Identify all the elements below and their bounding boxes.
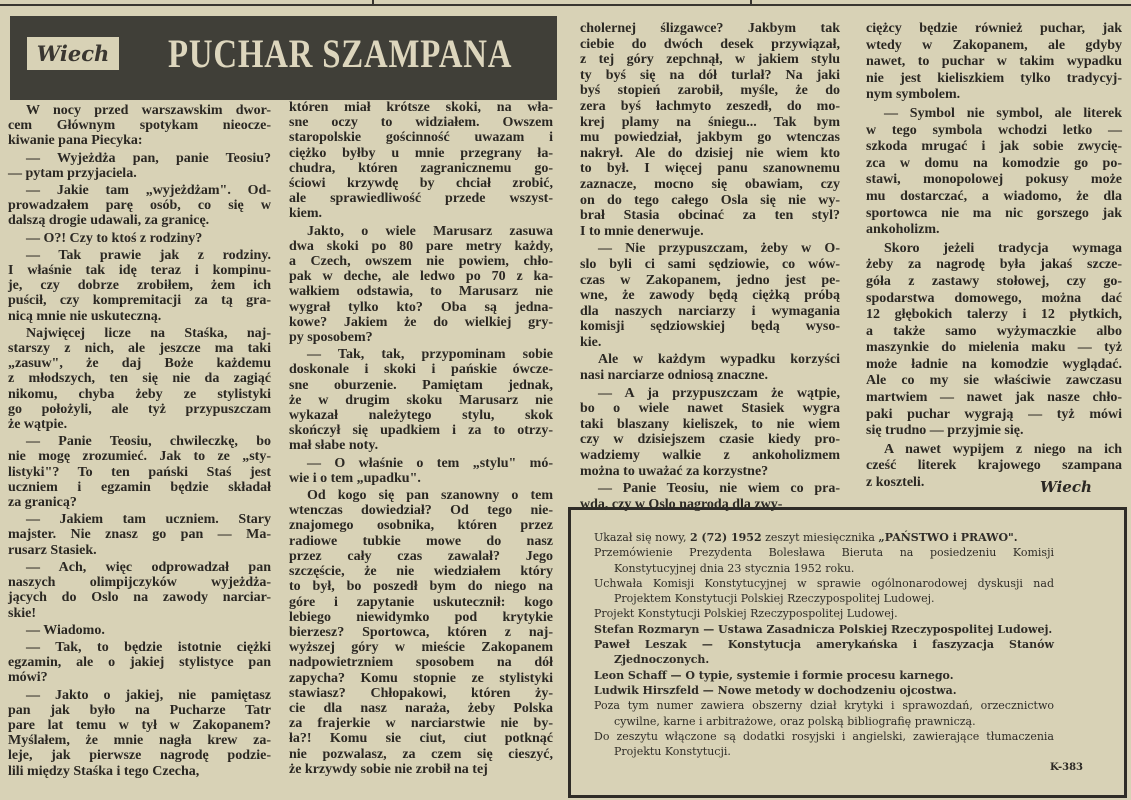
- text-line: — Jakie tam „wyjeżdżam". Od-: [26, 183, 271, 199]
- text-line: a także samo wyżymaczkie albo: [866, 323, 1122, 339]
- text-line: z tej góry zepchnął, w jakiem stylu: [580, 52, 840, 68]
- text-line: to był. I więcej panu szanownemu: [580, 161, 840, 177]
- article-paragraph: [8, 103, 271, 149]
- text-line: rusarz Stasiek.: [8, 542, 97, 558]
- text-line: brał Stasia obcinać za ten styl?: [580, 208, 840, 224]
- text-line: puścił, czy kompremitacji za tą gra-: [8, 293, 271, 309]
- text-line: — Panie Teosiu, nie wiem co pra-: [598, 481, 840, 497]
- article-paragraph: [289, 488, 553, 777]
- text-line: nicą mnie nie uskuteczną.: [8, 308, 162, 324]
- text-line: skie!: [8, 605, 36, 621]
- article-paragraph: [8, 231, 271, 246]
- text-line: prowadzałem parę osób, co się w: [8, 198, 271, 214]
- text-line: chudra, któren zagranicznemu go-: [289, 160, 553, 176]
- advert-code: K-383: [1050, 762, 1083, 773]
- text-line: on do tego całego Osla się nie wy-: [580, 192, 840, 208]
- text-line: cem Głównym spotykam nieocze-: [8, 118, 271, 134]
- text-line: wda, czy w Oslo nagrodą dla zwy-: [580, 496, 783, 512]
- text-line: z koszteli.: [866, 475, 925, 491]
- advert-item: [594, 729, 1054, 760]
- article-column-2: [289, 98, 553, 777]
- text-line: czas w Zakopanem, jedno jest pe-: [580, 272, 840, 288]
- text-line: jących do Oslo na zawody narciar-: [8, 590, 271, 606]
- text-line: szczęście, że nie wiedziałem który: [289, 564, 553, 580]
- text-line: wie i o tem „upadku".: [289, 470, 421, 486]
- text-line: je, czy dobrze zrobiłem, żem ich: [8, 278, 271, 294]
- text-line: bo o wiele nawet Stasiek wygra: [580, 401, 840, 417]
- text-line: za frajerkie w narciarstwie nie by-: [289, 716, 553, 732]
- article-paragraph: [289, 347, 553, 453]
- text-line: dwa skoki po 80 pare metry każdy,: [289, 238, 553, 254]
- text-line: A nawet wypijem z niego na ich: [884, 441, 1122, 457]
- text-line: nadpowietrzniem sposobem na dół: [289, 655, 553, 671]
- text-line: go położyli, ale tyż przypuszczam: [8, 401, 271, 417]
- text-line: — Tak prawie jak z rodziny.: [26, 247, 271, 263]
- article-paragraph: [580, 352, 840, 383]
- article-column-1: [8, 101, 271, 779]
- text-line: wygrał tylko kto? Oba są jedna-: [289, 299, 553, 315]
- advert-text-segment: Do zeszytu włączone są dodatki rosyjski i angielski, zawierające tłumaczenia Projektu Konstytucji.: [594, 729, 1054, 759]
- text-line: taki blaszany kieliszek, to nie wiem: [580, 416, 840, 432]
- text-line: pare lat temu w tył w Zakopanem?: [8, 717, 271, 733]
- text-line: majster. Nie znasz go pan — Ma-: [8, 527, 271, 543]
- article-paragraph: [289, 456, 553, 486]
- article-paragraph: [8, 688, 271, 779]
- article-paragraph: [8, 512, 271, 558]
- text-line: bierzesz? Sportowca, któren z naj-: [289, 624, 553, 640]
- text-line: paki puchar wygrają — tyż mówi: [866, 406, 1122, 422]
- text-line: że w drugim skoku Marusarz nie: [289, 392, 553, 408]
- article-paragraph: [580, 386, 840, 480]
- advert-text-segment: zeszyt miesięcznika: [761, 531, 879, 544]
- text-line: mówi?: [8, 670, 48, 686]
- text-line: stawi, monopolowej pokusy może: [866, 172, 1122, 188]
- text-line: starszy z nich, ale jeszcze ma taki: [8, 341, 271, 357]
- text-line: I to mnie denerwuje.: [580, 223, 704, 239]
- advert-text-segment: Ludwik Hirszfeld — Nowe metody w dochodzeniu ojcostwa.: [594, 683, 957, 697]
- text-line: — Tak, to będzie istotnie ciężki: [26, 639, 271, 655]
- text-line: dalszą drogie udawali, za granicę.: [8, 213, 210, 229]
- text-line: mu powiedział, jakbym go wtenczas: [580, 130, 840, 146]
- text-line: — Panie Teosiu, chwileczkę, bo: [26, 434, 271, 450]
- advert-item: [594, 530, 1054, 545]
- author-badge: Wiech: [27, 37, 119, 70]
- text-line: nasi narciarze odniosą znaczne.: [580, 368, 768, 384]
- advert-text-segment: „PAŃSTWO i PRAWO".: [878, 531, 1018, 544]
- text-line: Myślałem, że mnie nagła krew za-: [8, 733, 271, 749]
- text-line: cholernej ślizgawce? Jakbym tak: [580, 21, 840, 36]
- advert-text-segment: Ukazał się nowy,: [594, 531, 690, 544]
- advert-text-segment: 2 (72) 1952: [689, 531, 762, 544]
- text-line: ty byś się na dół turlał? Na jaki: [580, 67, 840, 83]
- advert-text: [594, 530, 1054, 759]
- text-line: a Czech, owszem nie powiem, chło-: [289, 254, 553, 270]
- article-paragraph: [866, 241, 1122, 440]
- text-line: — Nie przypuszczam, żeby w O-: [598, 241, 840, 257]
- text-line: listyki"? To ten pański Staś jest: [8, 464, 271, 480]
- text-line: można to uważać za korzystne?: [580, 463, 769, 479]
- text-line: wne, że zawody będą ciężką próbą: [580, 288, 840, 304]
- text-line: wyższej góry w mieście Zakopanem: [289, 640, 553, 656]
- text-line: nikomu, chyba żeby ze stylistyki: [8, 386, 271, 402]
- text-line: pan jak było na Pucharze Tatr: [8, 702, 271, 718]
- article-paragraph: [8, 434, 271, 510]
- article-paragraph: [866, 106, 1122, 239]
- text-line: to był, bo poszedł bym do niego na: [289, 579, 553, 595]
- text-line: 12 głębokich talerzy i 12 płytkich,: [866, 307, 1122, 323]
- text-line: ściowi krzywdę by chciał zrobić,: [289, 176, 553, 192]
- text-line: ciężcy będzie również puchar, jak: [866, 21, 1122, 36]
- text-line: kowe? Jakiem że do wielkiej gry-: [289, 314, 553, 330]
- text-line: Skoro jeżeli tradycja wymaga: [884, 240, 1122, 256]
- text-line: — O?! Czy to ktoś z rodziny?: [26, 230, 203, 246]
- article-paragraph: [866, 21, 1122, 104]
- text-line: pak w deche, ale ledwo po 70 z ka-: [289, 269, 553, 285]
- text-line: wtedy w Zakopanem, ale gdyby: [866, 37, 1122, 53]
- text-line: I właśnie tak idę teraz i kompinu-: [8, 263, 271, 279]
- text-line: Ale w każdym wypadku korzyści: [598, 352, 840, 368]
- advert-item: [594, 637, 1054, 668]
- text-line: z młodszych, ten się nie da zagiąć: [8, 371, 271, 387]
- article-column-3: [580, 19, 840, 512]
- text-line: Od kogo się pan szanowny o tem: [307, 488, 553, 504]
- text-line: wykazał należytego stylu, skok: [289, 408, 553, 424]
- text-line: dla naszych narciarzy i wymagania: [580, 303, 840, 319]
- text-line: wałkiem odstawia, to Marusarz nie: [289, 284, 553, 300]
- text-line: mał słabe noty.: [289, 438, 379, 454]
- text-line: ciężko byłby u mnie przegrany ła-: [289, 145, 553, 161]
- advert-text-segment: Leon Schaff — O typie, systemie i formie procesu karnego.: [594, 668, 954, 682]
- headline-title: PUCHAR SZAMPANA: [168, 31, 513, 76]
- author-signature: Wiech: [1040, 478, 1092, 496]
- advert-text-segment: Projekt Konstytucji Polskiej Rzeczypospolitej Ludowej.: [594, 607, 898, 621]
- text-line: — A ja przypuszczam że wątpie,: [598, 385, 840, 401]
- text-line: zera byś łachmyto zeszedł, do mo-: [580, 98, 840, 114]
- text-line: leje, jak pierwsze nagrodę podzie-: [8, 748, 271, 764]
- text-line: wadziemy walkie z ankoholizmem: [580, 448, 840, 464]
- article-paragraph: [8, 640, 271, 686]
- text-line: py sposobem?: [289, 330, 373, 346]
- article-paragraph: [8, 326, 271, 432]
- text-line: Ale co my sie właściwie zawczasu: [866, 373, 1122, 389]
- text-line: sne oburzenie. Pamiętam jednak,: [289, 377, 553, 393]
- advert-text-segment: Paweł Leszak — Konstytucja amerykańska i faszyzacja Stanów Zjednoczonych.: [594, 638, 1054, 667]
- article-column-4: [866, 19, 1122, 492]
- text-line: ale sprawiedliwość przede wszyst-: [289, 191, 553, 207]
- text-line: nie mogę zrozumieć. Jak to ze „sty-: [8, 449, 271, 465]
- text-line: czy w dzisiejszem czasie kiedy pro-: [580, 432, 840, 448]
- text-line: że wątpie.: [8, 417, 68, 433]
- text-line: cie dla nasz naraża, żeby Polska: [289, 700, 553, 716]
- text-line: lebiego niewidymko pod krytykie: [289, 609, 553, 625]
- column-rule-tick: [372, 0, 374, 6]
- text-line: może ładnie na komodzie wyglądać.: [866, 356, 1122, 372]
- advert-text-segment: Stefan Rozmaryn — Ustawa Zasadnicza Polskiej Rzeczypospolitej Ludowej.: [594, 622, 1053, 636]
- text-line: sportowca nie ma nic gorszego jak: [866, 205, 1122, 221]
- text-line: maszynkie do mielenia maku — tyż: [866, 340, 1122, 356]
- text-line: nym symbolem.: [866, 87, 961, 103]
- advert-item: [594, 683, 1054, 698]
- text-line: — Tak, tak, przypominam sobie: [307, 347, 553, 363]
- text-line: kiwanie pana Piecyka:: [8, 133, 143, 149]
- text-line: góre i zapytanie uskutecznił: kogo: [289, 594, 553, 610]
- advert-item: [594, 545, 1054, 576]
- text-line: W nocy przed warszawskim dwor-: [26, 103, 271, 118]
- text-line: że krzywdy sobie nie zrobił na tej: [289, 761, 488, 777]
- text-line: zaznacze, mocno się obawiam, czy: [580, 176, 840, 192]
- text-line: sne oczy to widziałem. Owszem: [289, 115, 553, 131]
- article-paragraph: [8, 560, 271, 621]
- text-line: Jakto, o wiele Marusarz zasuwa: [307, 223, 553, 239]
- text-line: — pytam przyjaciela.: [8, 165, 137, 181]
- text-line: za granicą?: [8, 495, 77, 511]
- column-rule-tick: [750, 0, 752, 6]
- text-line: zapycha? Komu stopnie ze stylistyki: [289, 670, 553, 686]
- text-line: lili między Staśka i tego Czecha,: [8, 763, 200, 779]
- text-line: byś stopień zarobił, myśle, że do: [580, 83, 840, 99]
- advert-item: [594, 668, 1054, 683]
- advert-text-segment: Przemówienie Prezydenta Bolesława Bieruta na posiedzeniu Komisji Konstytucyjnej dnia 23 stycznia 1952 roku.: [594, 546, 1054, 575]
- text-line: egzamin, ale o jakiej stylistyce pan: [8, 655, 271, 671]
- text-line: — Ach, więc odprowadzał pan: [26, 559, 271, 575]
- article-paragraph: [580, 241, 840, 350]
- text-line: spodarstwa domowego, można dać: [866, 290, 1122, 306]
- text-line: cześć literek krajowego szampana: [866, 458, 1122, 474]
- text-line: martwiem — nawet jak nasze chło-: [866, 390, 1122, 406]
- article-paragraph: [289, 100, 553, 222]
- text-line: się trudno — przyjmie się.: [866, 423, 1024, 439]
- headline-banner: [10, 16, 557, 100]
- text-line: szkoda mrugać i jak sobie zwycię-: [866, 139, 1122, 155]
- article-paragraph: [289, 224, 553, 346]
- text-line: nawet, to puchar w takim wypadku: [866, 54, 1122, 70]
- text-line: mu dostarczać, a wiadomo, że dla: [866, 188, 1122, 204]
- article-paragraph: [8, 151, 271, 181]
- text-line: w tego symbola wchodzi letko —: [866, 122, 1122, 138]
- advert-item: [594, 606, 1054, 621]
- text-line: — Symbol nie symbol, ale literek: [884, 105, 1122, 121]
- text-line: któren miał krótsze skoki, na wła-: [289, 100, 553, 115]
- text-line: — Wyjeżdża pan, panie Teosiu?: [26, 150, 271, 166]
- text-line: naszych olimpijczyków wyjeżdża-: [8, 575, 271, 591]
- advert-text-segment: Poza tym numer zawiera obszerny dział krytyki i sprawozdań, orzecznictwo cywilne, karne i arbitrażowe, oraz polską bibliografię prawniczą.: [594, 699, 1054, 728]
- text-line: — O właśnie o tem „stylu" mó-: [307, 455, 553, 471]
- article-paragraph: [580, 21, 840, 239]
- text-line: Najwięcej licze na Staśka, naj-: [26, 325, 271, 341]
- text-line: nie pozwalasz, za czem się cieszyć,: [289, 746, 553, 762]
- text-line: kiem.: [289, 206, 323, 222]
- top-rule: [0, 0, 1131, 6]
- text-line: — Jakiem tam uczniem. Stary: [26, 512, 271, 528]
- article-paragraph: [8, 183, 271, 229]
- text-line: stawiasz? Chłopakowi, któren ży-: [289, 685, 553, 701]
- text-line: staropolskie gościnność uwazam i: [289, 130, 553, 146]
- text-line: radiowe tubkie mowe do nasz: [289, 533, 553, 549]
- article-paragraph: [8, 623, 271, 638]
- text-line: skończył się upadkiem i za to otrzy-: [289, 423, 553, 439]
- text-line: slo byli ci sami sędziowie, co wów-: [580, 256, 840, 272]
- text-line: zca w domu na komodzie go po-: [866, 155, 1122, 171]
- text-line: komisji sędziowskiej będą wyso-: [580, 319, 840, 335]
- article-paragraph: [8, 248, 271, 324]
- text-line: znajomego osobnika, któren przez: [289, 518, 553, 534]
- text-line: doskonale i skoki i pańskie ówcze-: [289, 362, 553, 378]
- text-line: nakrył. Ale do dzisiej nie wiem kto: [580, 145, 840, 161]
- advert-item: [594, 698, 1054, 729]
- text-line: ankoholizm.: [866, 222, 940, 238]
- text-line: uczniem i egzamin będzie składał: [8, 479, 271, 495]
- advert-item: [594, 576, 1054, 607]
- text-line: żeby za nagrodę była jakaś szcze-: [866, 257, 1122, 273]
- text-line: „zasuw", że daj Boże każdemu: [8, 356, 271, 372]
- text-line: ła?! Komu sie ciut, ciut potknąć: [289, 731, 553, 747]
- text-line: — Wiadomo.: [26, 622, 105, 638]
- text-line: nie jest kieliszkiem tylko tradycyj-: [866, 70, 1122, 86]
- text-line: — Jakto o jakiej, nie pamiętasz: [26, 687, 271, 703]
- text-line: przez cały czas zawalał? Jego: [289, 548, 553, 564]
- text-line: kie.: [580, 334, 602, 350]
- text-line: wtenczas dowiedział? Od tego nie-: [289, 503, 553, 519]
- text-line: krej plamy na śniegu... Tak bym: [580, 114, 840, 130]
- advert-text-segment: Uchwała Komisji Konstytucyjnej w sprawie ogólnonarodowej dyskusji nad Projektem Konstytucji Polskiej Rzeczypospolitej Ludowej.: [594, 576, 1054, 606]
- text-line: góła z zastawy stołowej, czy go-: [866, 273, 1122, 289]
- advert-item: [594, 622, 1054, 637]
- text-line: ciebie do dwóch desek przywiązał,: [580, 36, 840, 52]
